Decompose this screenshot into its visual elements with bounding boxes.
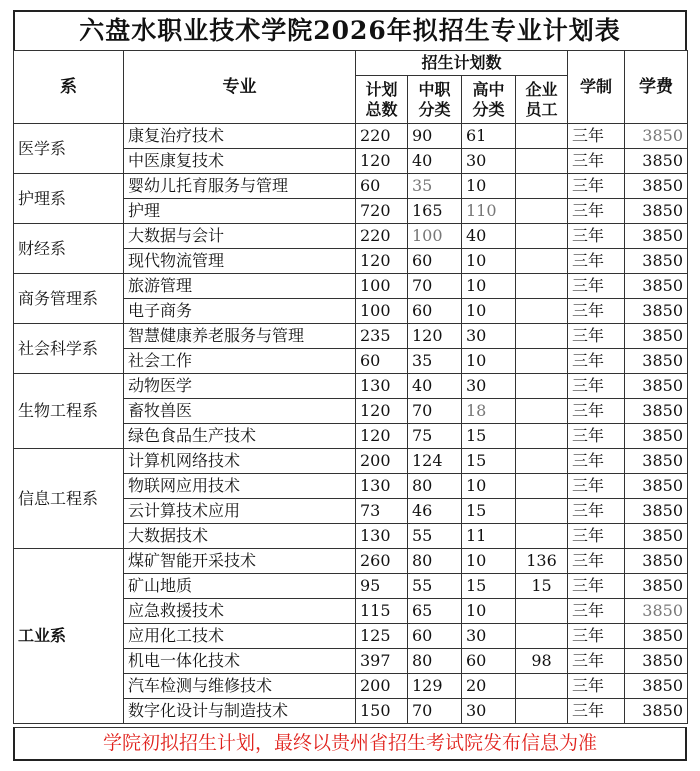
vocational-cell: 165 [408, 199, 462, 224]
vocational-cell: 65 [408, 599, 462, 624]
duration-cell: 三年 [568, 274, 625, 299]
duration-cell: 三年 [568, 699, 625, 724]
vocational-cell: 70 [408, 699, 462, 724]
major-cell: 畜牧兽医 [124, 399, 356, 424]
enterprise-cell [516, 624, 568, 649]
highschool-cell: 10 [462, 249, 516, 274]
fee-cell: 3850 [625, 274, 688, 299]
fee-cell: 3850 [625, 449, 688, 474]
highschool-cell: 30 [462, 374, 516, 399]
fee-cell: 3850 [625, 174, 688, 199]
duration-cell: 三年 [568, 174, 625, 199]
total-cell: 200 [356, 449, 408, 474]
department-cell: 财经系 [14, 224, 124, 274]
department-cell: 护理系 [14, 174, 124, 224]
enterprise-cell [516, 149, 568, 174]
total-cell: 120 [356, 399, 408, 424]
vocational-cell: 70 [408, 399, 462, 424]
total-cell: 200 [356, 674, 408, 699]
major-cell: 动物医学 [124, 374, 356, 399]
header-duration: 学制 [568, 51, 625, 124]
major-cell: 现代物流管理 [124, 249, 356, 274]
enterprise-cell [516, 299, 568, 324]
vocational-cell: 60 [408, 624, 462, 649]
enterprise-cell [516, 449, 568, 474]
highschool-cell: 10 [462, 549, 516, 574]
table-row [14, 224, 688, 249]
major-cell: 护理 [124, 199, 356, 224]
footer-note: 学院初拟招生计划，最终以贵州省招生考试院发布信息为准 [13, 727, 687, 761]
enterprise-cell [516, 324, 568, 349]
vocational-cell: 46 [408, 499, 462, 524]
duration-cell: 三年 [568, 599, 625, 624]
duration-cell: 三年 [568, 199, 625, 224]
duration-cell: 三年 [568, 224, 625, 249]
fee-cell: 3850 [625, 499, 688, 524]
total-cell: 130 [356, 474, 408, 499]
duration-cell: 三年 [568, 674, 625, 699]
major-cell: 数字化设计与制造技术 [124, 699, 356, 724]
fee-cell: 3850 [625, 349, 688, 374]
highschool-cell: 110 [462, 199, 516, 224]
major-cell: 康复治疗技术 [124, 124, 356, 149]
highschool-cell: 30 [462, 149, 516, 174]
enterprise-cell [516, 199, 568, 224]
department-cell: 商务管理系 [14, 274, 124, 324]
duration-cell: 三年 [568, 424, 625, 449]
duration-cell: 三年 [568, 249, 625, 274]
table-row [14, 174, 688, 199]
table-row [14, 324, 688, 349]
fee-cell: 3850 [625, 374, 688, 399]
major-cell: 智慧健康养老服务与管理 [124, 324, 356, 349]
enterprise-cell [516, 124, 568, 149]
fee-cell: 3850 [625, 674, 688, 699]
enterprise-cell [516, 274, 568, 299]
vocational-cell: 80 [408, 549, 462, 574]
duration-cell: 三年 [568, 649, 625, 674]
fee-cell: 3850 [625, 699, 688, 724]
page-title: 六盘水职业技术学院2026年拟招生专业计划表 [13, 10, 687, 50]
vocational-cell: 129 [408, 674, 462, 699]
total-cell: 60 [356, 174, 408, 199]
highschool-cell: 15 [462, 499, 516, 524]
enterprise-cell [516, 374, 568, 399]
highschool-cell: 11 [462, 524, 516, 549]
major-cell: 云计算技术应用 [124, 499, 356, 524]
total-cell: 235 [356, 324, 408, 349]
enterprise-cell [516, 399, 568, 424]
total-cell: 220 [356, 224, 408, 249]
duration-cell: 三年 [568, 549, 625, 574]
highschool-cell: 10 [462, 474, 516, 499]
enterprise-cell [516, 249, 568, 274]
highschool-cell: 15 [462, 449, 516, 474]
duration-cell: 三年 [568, 349, 625, 374]
highschool-cell: 10 [462, 174, 516, 199]
duration-cell: 三年 [568, 524, 625, 549]
vocational-cell: 55 [408, 574, 462, 599]
highschool-cell: 30 [462, 699, 516, 724]
enterprise-cell [516, 524, 568, 549]
fee-cell: 3850 [625, 199, 688, 224]
department-cell: 信息工程系 [14, 449, 124, 549]
fee-cell: 3850 [625, 399, 688, 424]
total-cell: 397 [356, 649, 408, 674]
major-cell: 婴幼儿托育服务与管理 [124, 174, 356, 199]
header-dept: 系 [14, 51, 124, 124]
major-cell: 社会工作 [124, 349, 356, 374]
enterprise-cell [516, 499, 568, 524]
vocational-cell: 35 [408, 174, 462, 199]
highschool-cell: 30 [462, 324, 516, 349]
enrollment-plan-table [13, 50, 688, 724]
major-cell: 矿山地质 [124, 574, 356, 599]
major-cell: 应急救援技术 [124, 599, 356, 624]
table-row [14, 274, 688, 299]
major-cell: 中医康复技术 [124, 149, 356, 174]
fee-cell: 3850 [625, 299, 688, 324]
fee-cell: 3850 [625, 224, 688, 249]
table-body [14, 124, 688, 724]
header-enterprise: 企业 员工 [516, 76, 568, 124]
total-cell: 220 [356, 124, 408, 149]
total-cell: 100 [356, 299, 408, 324]
highschool-cell: 20 [462, 674, 516, 699]
header-fee: 学费 [625, 51, 688, 124]
highschool-cell: 10 [462, 299, 516, 324]
fee-cell: 3850 [625, 424, 688, 449]
duration-cell: 三年 [568, 324, 625, 349]
total-cell: 130 [356, 524, 408, 549]
fee-cell: 3850 [625, 249, 688, 274]
duration-cell: 三年 [568, 299, 625, 324]
highschool-cell: 61 [462, 124, 516, 149]
enterprise-cell [516, 174, 568, 199]
major-cell: 电子商务 [124, 299, 356, 324]
total-cell: 95 [356, 574, 408, 599]
duration-cell: 三年 [568, 399, 625, 424]
total-cell: 60 [356, 349, 408, 374]
enterprise-cell [516, 474, 568, 499]
fee-cell: 3850 [625, 624, 688, 649]
duration-cell: 三年 [568, 474, 625, 499]
vocational-cell: 40 [408, 374, 462, 399]
total-cell: 100 [356, 274, 408, 299]
vocational-cell: 90 [408, 124, 462, 149]
major-cell: 应用化工技术 [124, 624, 356, 649]
vocational-cell: 70 [408, 274, 462, 299]
fee-cell: 3850 [625, 549, 688, 574]
table-row [14, 124, 688, 149]
table-row [14, 449, 688, 474]
department-cell: 生物工程系 [14, 374, 124, 449]
vocational-cell: 75 [408, 424, 462, 449]
highschool-cell: 15 [462, 424, 516, 449]
total-cell: 260 [356, 549, 408, 574]
enterprise-cell: 15 [516, 574, 568, 599]
header-row-1 [14, 51, 688, 76]
total-cell: 720 [356, 199, 408, 224]
fee-cell: 3850 [625, 474, 688, 499]
highschool-cell: 10 [462, 599, 516, 624]
major-cell: 物联网应用技术 [124, 474, 356, 499]
major-cell: 机电一体化技术 [124, 649, 356, 674]
header-highschool: 高中 分类 [462, 76, 516, 124]
major-cell: 汽车检测与维修技术 [124, 674, 356, 699]
highschool-cell: 15 [462, 574, 516, 599]
enterprise-cell: 136 [516, 549, 568, 574]
total-cell: 125 [356, 624, 408, 649]
enterprise-cell [516, 424, 568, 449]
enterprise-cell [516, 599, 568, 624]
vocational-cell: 100 [408, 224, 462, 249]
duration-cell: 三年 [568, 149, 625, 174]
duration-cell: 三年 [568, 124, 625, 149]
header-vocational: 中职 分类 [408, 76, 462, 124]
enterprise-cell [516, 699, 568, 724]
header-total: 计划 总数 [356, 76, 408, 124]
total-cell: 120 [356, 149, 408, 174]
highschool-cell: 18 [462, 399, 516, 424]
vocational-cell: 55 [408, 524, 462, 549]
vocational-cell: 80 [408, 474, 462, 499]
major-cell: 旅游管理 [124, 274, 356, 299]
total-cell: 120 [356, 424, 408, 449]
vocational-cell: 60 [408, 249, 462, 274]
highschool-cell: 10 [462, 349, 516, 374]
enterprise-cell [516, 224, 568, 249]
highschool-cell: 60 [462, 649, 516, 674]
fee-cell: 3850 [625, 524, 688, 549]
total-cell: 150 [356, 699, 408, 724]
major-cell: 煤矿智能开采技术 [124, 549, 356, 574]
duration-cell: 三年 [568, 624, 625, 649]
total-cell: 120 [356, 249, 408, 274]
total-cell: 73 [356, 499, 408, 524]
fee-cell: 3850 [625, 599, 688, 624]
duration-cell: 三年 [568, 374, 625, 399]
fee-cell: 3850 [625, 574, 688, 599]
table-row [14, 374, 688, 399]
fee-cell: 3850 [625, 124, 688, 149]
vocational-cell: 120 [408, 324, 462, 349]
header-plan-group: 招生计划数 [356, 51, 568, 76]
enterprise-cell [516, 674, 568, 699]
department-cell: 工业系 [14, 549, 124, 724]
fee-cell: 3850 [625, 149, 688, 174]
major-cell: 大数据技术 [124, 524, 356, 549]
department-cell: 社会科学系 [14, 324, 124, 374]
highschool-cell: 40 [462, 224, 516, 249]
highschool-cell: 30 [462, 624, 516, 649]
vocational-cell: 124 [408, 449, 462, 474]
highschool-cell: 10 [462, 274, 516, 299]
vocational-cell: 35 [408, 349, 462, 374]
department-cell: 医学系 [14, 124, 124, 174]
duration-cell: 三年 [568, 574, 625, 599]
fee-cell: 3850 [625, 649, 688, 674]
major-cell: 计算机网络技术 [124, 449, 356, 474]
major-cell: 大数据与会计 [124, 224, 356, 249]
duration-cell: 三年 [568, 499, 625, 524]
fee-cell: 3850 [625, 324, 688, 349]
vocational-cell: 80 [408, 649, 462, 674]
total-cell: 130 [356, 374, 408, 399]
vocational-cell: 40 [408, 149, 462, 174]
duration-cell: 三年 [568, 449, 625, 474]
major-cell: 绿色食品生产技术 [124, 424, 356, 449]
header-major: 专业 [124, 51, 356, 124]
total-cell: 115 [356, 599, 408, 624]
vocational-cell: 60 [408, 299, 462, 324]
enterprise-cell: 98 [516, 649, 568, 674]
table-row [14, 549, 688, 574]
enterprise-cell [516, 349, 568, 374]
